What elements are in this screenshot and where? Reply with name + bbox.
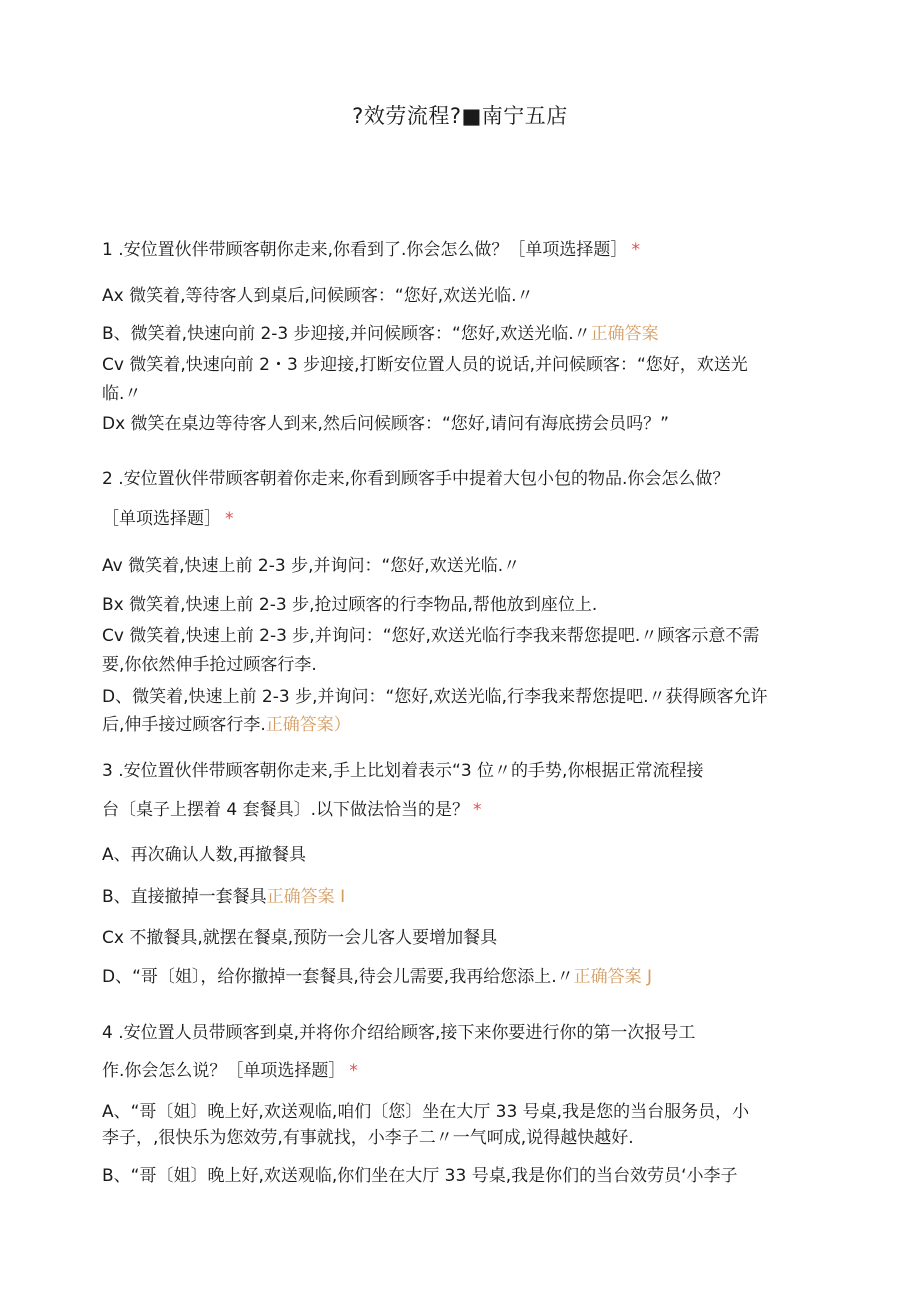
question-3-option-c[interactable]: Cx 不撤餐具,就摆在餐桌,预防一会儿客人要增加餐具: [102, 928, 498, 948]
question-1-option-b[interactable]: B、微笑着,快速向前 2-3 步迎接,并问候顾客：“您好,欢送光临.〃正确答案: [102, 324, 659, 344]
required-star: *: [225, 509, 234, 529]
question-2-option-a[interactable]: Av 微笑着,快速上前 2-3 步,并询问：“您好,欢送光临.〃: [102, 556, 521, 576]
question-2-stem: 2 .安位置伙伴带顾客朝着你走来,你看到顾客手中提着大包小包的物品.你会怎么做？: [102, 469, 730, 489]
question-2-option-c[interactable]: Cv 微笑着,快速上前 2-3 步,并询问：“您好,欢送光临行李我来帮您提吧.〃顾客示意不需: [102, 626, 760, 646]
question-2-option-c-cont: 要,你依然伸手抢过顾客行李.: [102, 655, 317, 675]
question-3-stem-cont: 台〔桌子上摆着 4 套餐具〕.以下做法恰当的是？ *: [102, 800, 482, 820]
question-2-type: ［单项选择题］ *: [102, 509, 234, 529]
question-3-option-b[interactable]: B、直接撤掉一套餐具正确答案 I: [102, 887, 346, 907]
question-1-option-c[interactable]: Cv 微笑着,快速向前 2・3 步迎接,打断安位置人员的说话,并问候顾客：“您好，欢送光: [102, 355, 748, 375]
question-4-stem-cont: 作.你会怎么说？［单项选择题］ *: [102, 1061, 358, 1081]
question-4-option-b[interactable]: B、“哥〔姐〕晚上好,欢送观临,你们坐在大厅 33 号桌,我是你们的当台效劳员‘小李子: [102, 1166, 738, 1186]
required-star: *: [631, 240, 640, 260]
required-star: *: [349, 1061, 358, 1081]
question-4-option-a[interactable]: A、“哥〔姐〕晚上好,欢送观临,咱们〔您〕坐在大厅 33 号桌,我是您的当台服务员，小: [102, 1102, 750, 1122]
question-3-option-a[interactable]: A、再次确认人数,再撤餐具: [102, 845, 307, 865]
question-2-option-d-cont: 后,伸手接过顾客行李.正确答案）: [102, 715, 351, 735]
correct-answer-mark: 正确答案: [590, 324, 659, 344]
question-3-option-d[interactable]: D、“哥〔姐〕，给你撤掉一套餐具,待会儿需要,我再给您添上.〃正确答案 J: [102, 967, 653, 987]
correct-answer-mark: 正确答案 J: [573, 967, 653, 987]
question-1-option-d[interactable]: Dx 微笑在桌边等待客人到来,然后问候顾客：“您好,请问有海底捞会员吗？”: [102, 414, 669, 434]
question-1-stem: 1 .安位置伙伴带顾客朝你走来,你看到了.你会怎么做？［单项选择题］ *: [102, 240, 640, 260]
correct-answer-mark: 正确答案）: [265, 715, 351, 735]
question-4-option-a-cont: 李子，,很快乐为您效劳,有事就找，小李子二〃一气呵成,说得越快越好.: [102, 1128, 634, 1148]
question-1-option-c-cont: 临.〃: [102, 384, 142, 404]
question-2-option-b[interactable]: Bx 微笑着,快速上前 2-3 步,抢过顾客的行李物品,帮他放到座位上.: [102, 595, 598, 615]
required-star: *: [473, 800, 482, 820]
question-4-stem: 4 .安位置人员带顾客到桌,并将你介绍给顾客,接下来你要进行你的第一次报号工: [102, 1023, 696, 1043]
question-1-option-a[interactable]: Ax 微笑着,等待客人到桌后,问候顾客：“您好,欢送光临.〃: [102, 286, 534, 306]
question-2-option-d[interactable]: D、微笑着,快速上前 2-3 步,并询问：“您好,欢送光临,行李我来帮您提吧.〃获得顾客允许: [102, 687, 768, 707]
correct-answer-mark: 正确答案 I: [266, 887, 346, 907]
question-3-stem: 3 .安位置伙伴带顾客朝你走来,手上比划着表示“3 位〃的手势,你根据正常流程接: [102, 761, 704, 781]
document-title: ?效劳流程?■南宁五店: [352, 104, 568, 128]
